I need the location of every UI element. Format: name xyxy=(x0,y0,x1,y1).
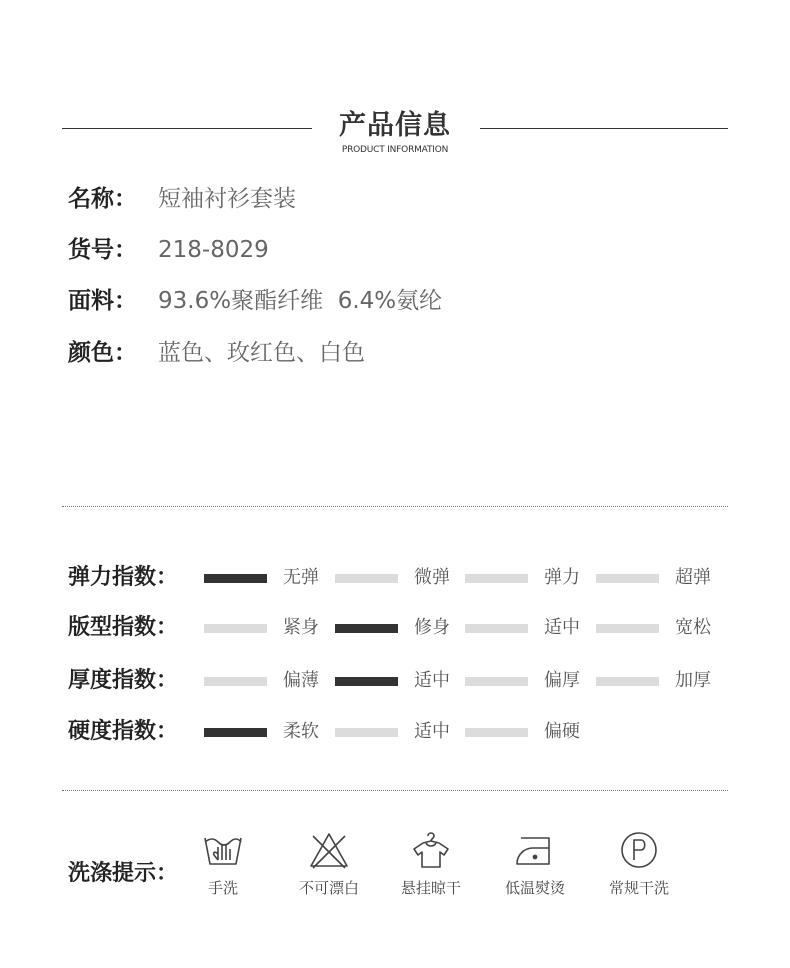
info-value: 蓝色、玫红色、白色 xyxy=(158,340,365,366)
info-value: 218-8029 xyxy=(158,237,269,263)
index-bar-active xyxy=(204,728,267,737)
index-bar xyxy=(465,728,528,737)
divider-top xyxy=(62,506,728,507)
index-option-label: 紧身 xyxy=(283,617,319,638)
index-bar xyxy=(465,624,528,633)
wash-item-label: 常规干洗 xyxy=(608,879,669,897)
index-row-elasticity xyxy=(68,561,748,595)
info-row-sku xyxy=(68,233,269,267)
hand-wash-icon xyxy=(201,828,245,872)
index-row-fit xyxy=(68,611,748,645)
index-option-label: 偏硬 xyxy=(544,721,580,742)
info-label: 名称： xyxy=(68,186,137,212)
index-option-label: 超弹 xyxy=(675,567,711,588)
index-row-thickness xyxy=(68,664,748,698)
index-option-label: 宽松 xyxy=(675,617,711,638)
info-label: 颜色： xyxy=(68,340,137,366)
index-option-label: 加厚 xyxy=(675,670,711,691)
wash-item-no-bleach xyxy=(274,828,384,898)
wash-item-low-iron xyxy=(480,828,590,898)
info-value: 93.6%聚酯纤维 6.4%氨纶 xyxy=(158,288,443,314)
index-bar xyxy=(204,624,267,633)
index-bar-active xyxy=(335,677,398,686)
index-label: 弹力指数： xyxy=(68,565,179,590)
wash-item-label: 不可漂白 xyxy=(298,879,359,897)
index-option-label: 修身 xyxy=(414,617,450,638)
index-bar xyxy=(465,677,528,686)
info-label: 面料： xyxy=(68,288,137,314)
wash-item-label: 悬挂晾干 xyxy=(400,879,461,897)
index-option-label: 偏厚 xyxy=(544,670,580,691)
index-option-label: 偏薄 xyxy=(283,670,319,691)
index-bar xyxy=(596,574,659,583)
index-option-label: 弹力 xyxy=(544,567,580,588)
wash-item-label: 手洗 xyxy=(207,879,238,897)
info-label: 货号： xyxy=(68,237,137,263)
index-label: 硬度指数： xyxy=(68,719,179,744)
index-bar xyxy=(596,677,659,686)
index-option-label: 微弹 xyxy=(414,567,450,588)
index-row-hardness xyxy=(68,715,748,749)
index-bar xyxy=(596,624,659,633)
wash-label: 洗涤提示： xyxy=(68,861,179,886)
index-option-label: 柔软 xyxy=(283,721,319,742)
wash-item-hang-dry xyxy=(376,828,486,898)
wash-item-label: 低温熨烫 xyxy=(504,879,565,897)
info-row-name xyxy=(68,182,296,216)
index-bar-active xyxy=(204,574,267,583)
index-bar xyxy=(335,574,398,583)
index-bar-active xyxy=(335,624,398,633)
index-option-label: 适中 xyxy=(544,617,580,638)
low-iron-icon xyxy=(513,828,557,872)
section-title: 产品信息 xyxy=(339,110,451,141)
index-option-label: 适中 xyxy=(414,670,450,691)
index-label: 厚度指数： xyxy=(68,668,179,693)
index-bar xyxy=(335,728,398,737)
dry-clean-p-icon xyxy=(617,828,661,872)
divider-bottom xyxy=(62,790,728,791)
wash-item-hand-wash xyxy=(168,828,278,898)
index-label: 版型指数： xyxy=(68,615,179,640)
info-value: 短袖衬衫套装 xyxy=(158,186,296,212)
index-bar xyxy=(204,677,267,686)
info-row-fabric xyxy=(68,284,442,318)
index-bar xyxy=(465,574,528,583)
hang-dry-icon xyxy=(409,828,453,872)
info-row-color xyxy=(68,336,365,370)
index-option-label: 适中 xyxy=(414,721,450,742)
section-subtitle: PRODUCT INFORMATION xyxy=(341,145,449,155)
no-bleach-icon xyxy=(307,828,351,872)
wash-item-dry-clean xyxy=(584,828,694,898)
index-option-label: 无弹 xyxy=(283,567,319,588)
